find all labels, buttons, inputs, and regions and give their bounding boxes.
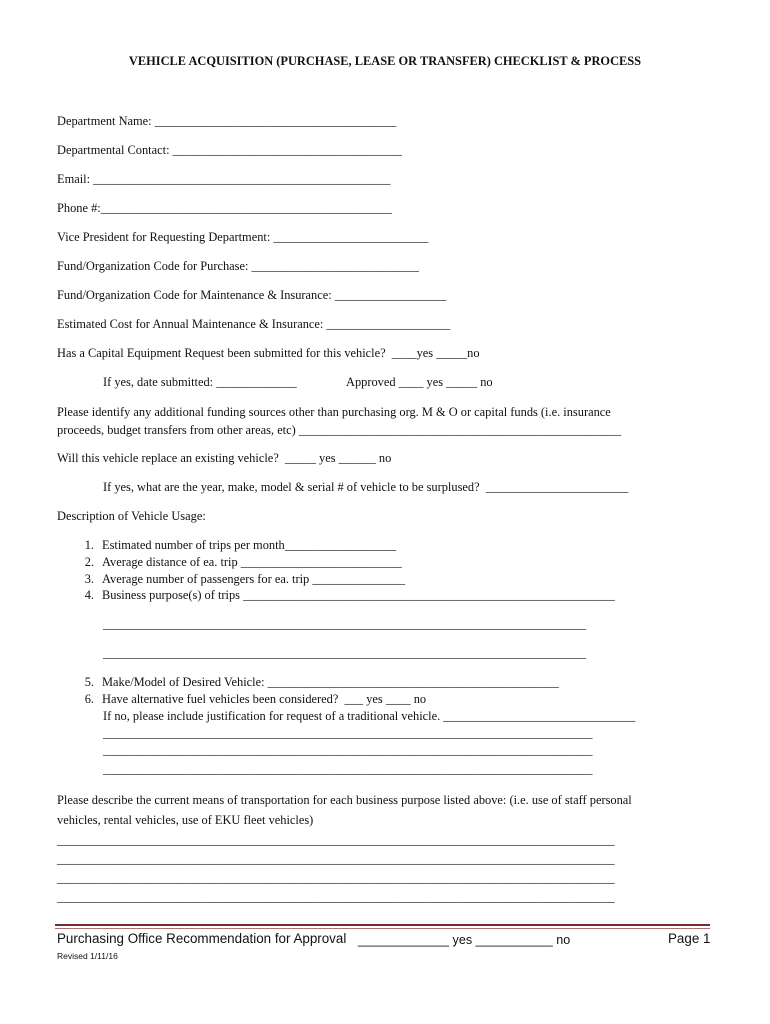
item-text: Average distance of ea. trip __________________________ [102,555,402,569]
transport-blank-line[interactable]: __________________________________________________________________________________________ [57,833,615,847]
justification-blank-line[interactable]: _______________________________________________________________________________ [103,743,593,757]
item-text: Make/Model of Desired Vehicle: _______________________________________________ [102,675,559,689]
item-text: Estimated number of trips per month__________________ [102,538,397,552]
usage-item-5[interactable] [72,675,559,690]
purpose-blank-line[interactable]: ______________________________________________________________________________ [103,617,587,631]
justification-blank-line[interactable]: _______________________________________________________________________________ [103,762,593,776]
transport-blank-line[interactable]: __________________________________________________________________________________________ [57,890,615,904]
email-field[interactable]: Email: ________________________________________________ [57,172,391,186]
item-number: 4. [84,588,94,602]
usage-heading: Description of Vehicle Usage: [57,509,206,523]
replace-vehicle-question[interactable]: Will this vehicle replace an existing vehicle? _____ yes ______ no [57,451,392,465]
capital-request-question[interactable]: Has a Capital Equipment Request been submitted for this vehicle? ____yes _____no [57,346,480,360]
usage-item-6[interactable] [72,692,426,707]
item-number: 6. [84,692,94,706]
footer-divider-thin [55,928,710,929]
transport-question: Please describe the current means of transportation for each business purpose listed above: (i.e. use of staff personal [57,793,632,807]
item-text: Have alternative fuel vehicles been considered? ___ yes ____ no [102,692,427,706]
phone-field[interactable]: Phone #:_______________________________________________ [57,201,392,215]
usage-item-4[interactable] [72,588,615,603]
item-text: Business purpose(s) of trips ____________________________________________________________ [102,588,615,602]
usage-item-2[interactable] [72,555,402,570]
transport-blank-line[interactable]: __________________________________________________________________________________________ [57,871,615,885]
item-number: 1. [84,538,94,552]
transport-blank-line[interactable]: __________________________________________________________________________________________ [57,852,615,866]
page-title: VEHICLE ACQUISITION (PURCHASE, LEASE OR TRANSFER) CHECKLIST & PROCESS [128,54,642,68]
usage-item-1[interactable] [72,538,396,553]
item-number: 5. [84,675,94,689]
transport-question-cont: vehicles, rental vehicles, use of EKU fleet vehicles) [57,813,314,827]
revised-date: Revised 1/11/16 [57,951,118,961]
page-number: Page 1 [668,931,711,946]
surplused-vehicle-field[interactable]: If yes, what are the year, make, model & serial # of vehicle to be surplused? _______________________ [103,480,629,494]
date-submitted-field[interactable]: If yes, date submitted: _____________ [103,375,297,389]
estimated-cost-field[interactable]: Estimated Cost for Annual Maintenance & Insurance: ____________________ [57,317,451,331]
justification-blank-line[interactable]: _______________________________________________________________________________ [103,726,593,740]
funding-sources-field[interactable]: proceeds, budget transfers from other areas, etc) ____________________________________________________ [57,423,622,437]
funding-sources-question: Please identify any additional funding sources other than purchasing org. M & O or capital funds (i.e. insurance [57,405,611,419]
recommendation-label: Purchasing Office Recommendation for Approval [57,931,347,946]
department-name-field[interactable]: Department Name: _______________________________________ [57,114,397,128]
item-number: 2. [84,555,94,569]
fund-maintenance-field[interactable]: Fund/Organization Code for Maintenance & Insurance: __________________ [57,288,447,302]
fund-purchase-field[interactable]: Fund/Organization Code for Purchase: ___________________________ [57,259,419,273]
item-text: Average number of passengers for ea. trip _______________ [102,572,406,586]
item-number: 3. [84,572,94,586]
usage-item-3[interactable] [72,572,405,587]
vice-president-field[interactable]: Vice President for Requesting Department: _________________________ [57,230,429,244]
recommendation-yes-no[interactable]: _____________ yes ___________ no [358,933,571,947]
footer-divider [55,924,710,926]
approved-field[interactable]: Approved ____ yes _____ no [346,375,493,389]
purpose-blank-line[interactable]: ______________________________________________________________________________ [103,646,587,660]
justification-field[interactable]: If no, please include justification for request of a traditional vehicle. _______________________________ [103,709,636,723]
departmental-contact-field[interactable]: Departmental Contact: _____________________________________ [57,143,402,157]
